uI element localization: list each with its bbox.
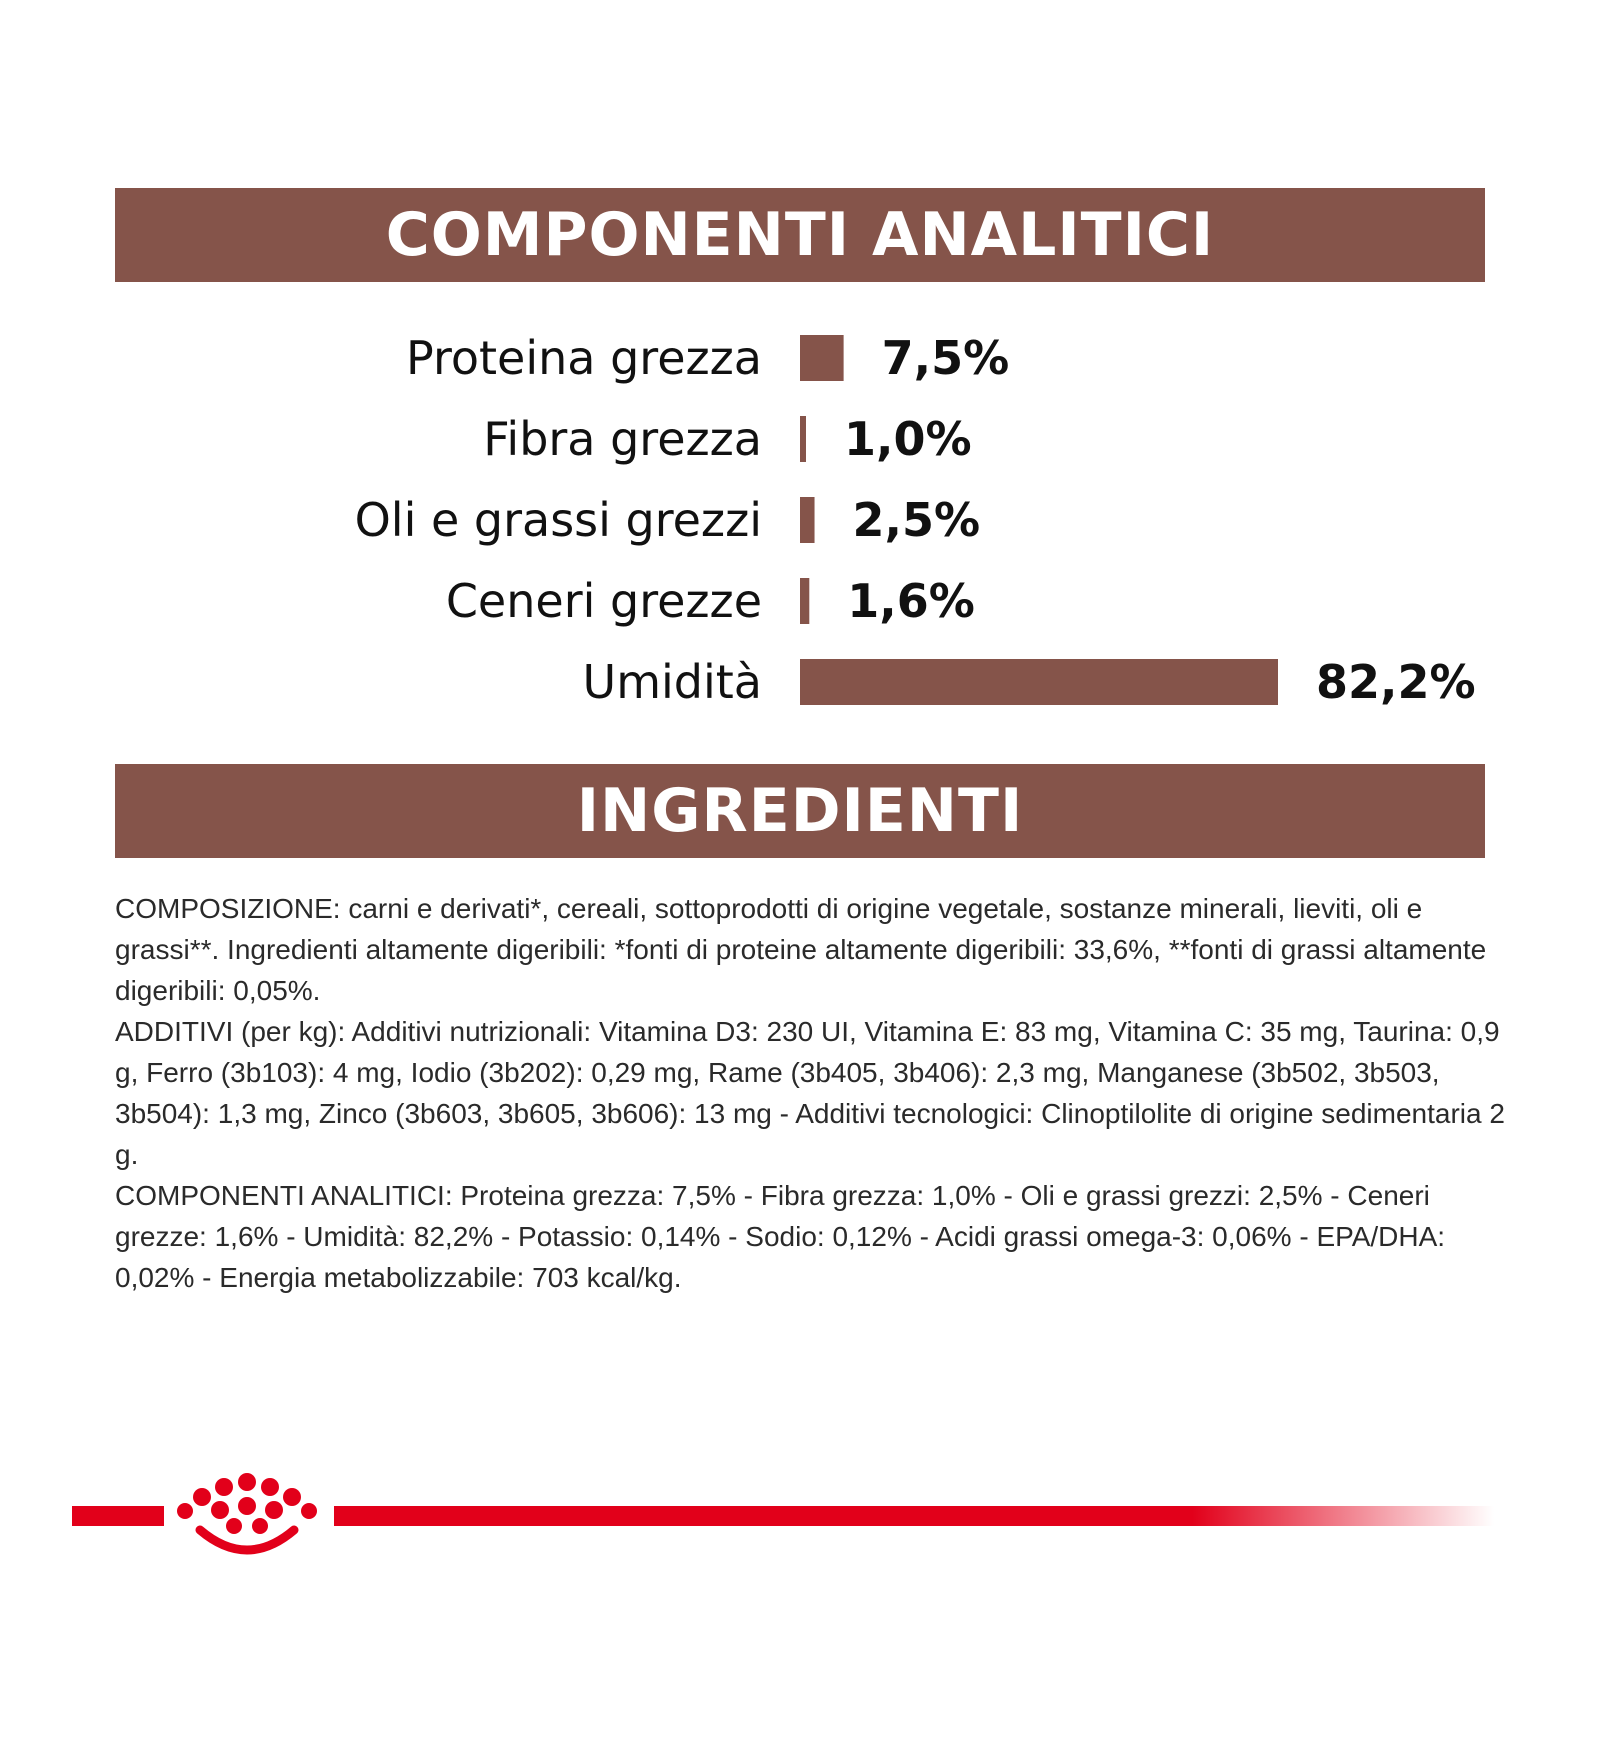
additives-paragraph: ADDITIVI (per kg): Additivi nutrizionali: Vitamina D3: 230 UI, Vitamina E: 83 mg, Vitamina C: 35 mg, Taurina: 0,9 g, Ferro (3b103): 4 mg, Iodio (3b202): 0,29 mg, Rame (3b405, 3b406): 2,3 mg, Manganese (3b502, 3b503, 3b504): 1,3 mg, Zinco (3b603, 3b605, 3b606): 13 mg - Additivi tecnologici: Clinoptilolite di origine sedimentaria 2 g. xyxy=(115,1016,1505,1170)
bar xyxy=(800,335,844,381)
ingredients-banner xyxy=(115,764,1485,858)
category-label: Umidità xyxy=(582,655,762,709)
ingredients-title: INGREDIENTI xyxy=(576,776,1024,846)
ingredients-text xyxy=(115,888,1505,1298)
footer-line-right xyxy=(334,1506,1494,1526)
composition-paragraph: COMPOSIZIONE: carni e derivati*, cereali, sottoprodotti di origine vegetale, sostanze minerali, lieviti, oli e grassi**. Ingredienti altamente digeribili: *fonti di proteine altamente digeribili: 33,6%, **fonti di grassi altamente digeribili: 0,05%. xyxy=(115,893,1487,1006)
crown-icon xyxy=(172,1470,322,1560)
category-label: Fibra grezza xyxy=(483,412,762,466)
analytics-bar-chart xyxy=(0,0,1600,740)
value-label: 82,2% xyxy=(1316,655,1476,709)
bar xyxy=(800,416,806,462)
brand-footer xyxy=(72,1470,1432,1560)
bar xyxy=(800,497,815,543)
bar xyxy=(800,659,1278,705)
value-label: 2,5% xyxy=(852,493,981,547)
footer-line-left xyxy=(72,1506,164,1526)
category-label: Oli e grassi grezzi xyxy=(354,493,762,547)
bar xyxy=(800,578,809,624)
category-label: Ceneri grezze xyxy=(445,574,762,628)
category-label: Proteina grezza xyxy=(406,331,762,385)
value-label: 1,6% xyxy=(847,574,975,628)
value-label: 7,5% xyxy=(881,331,1010,385)
value-label: 1,0% xyxy=(844,412,972,466)
analytics-title: COMPONENTI ANALITICI xyxy=(385,200,1215,270)
analytical-components-paragraph: COMPONENTI ANALITICI: Proteina grezza: 7,5% - Fibra grezza: 1,0% - Oli e grassi grezzi: 2,5% - Ceneri grezze: 1,6% - Umidità: 82,2% - Potassio: 0,14% - Sodio: 0,12% - Acidi grassi omega-3: 0,06% - EPA/DHA: 0,02% - Energia metabolizzabile: 703 kcal/kg. xyxy=(115,1180,1446,1293)
